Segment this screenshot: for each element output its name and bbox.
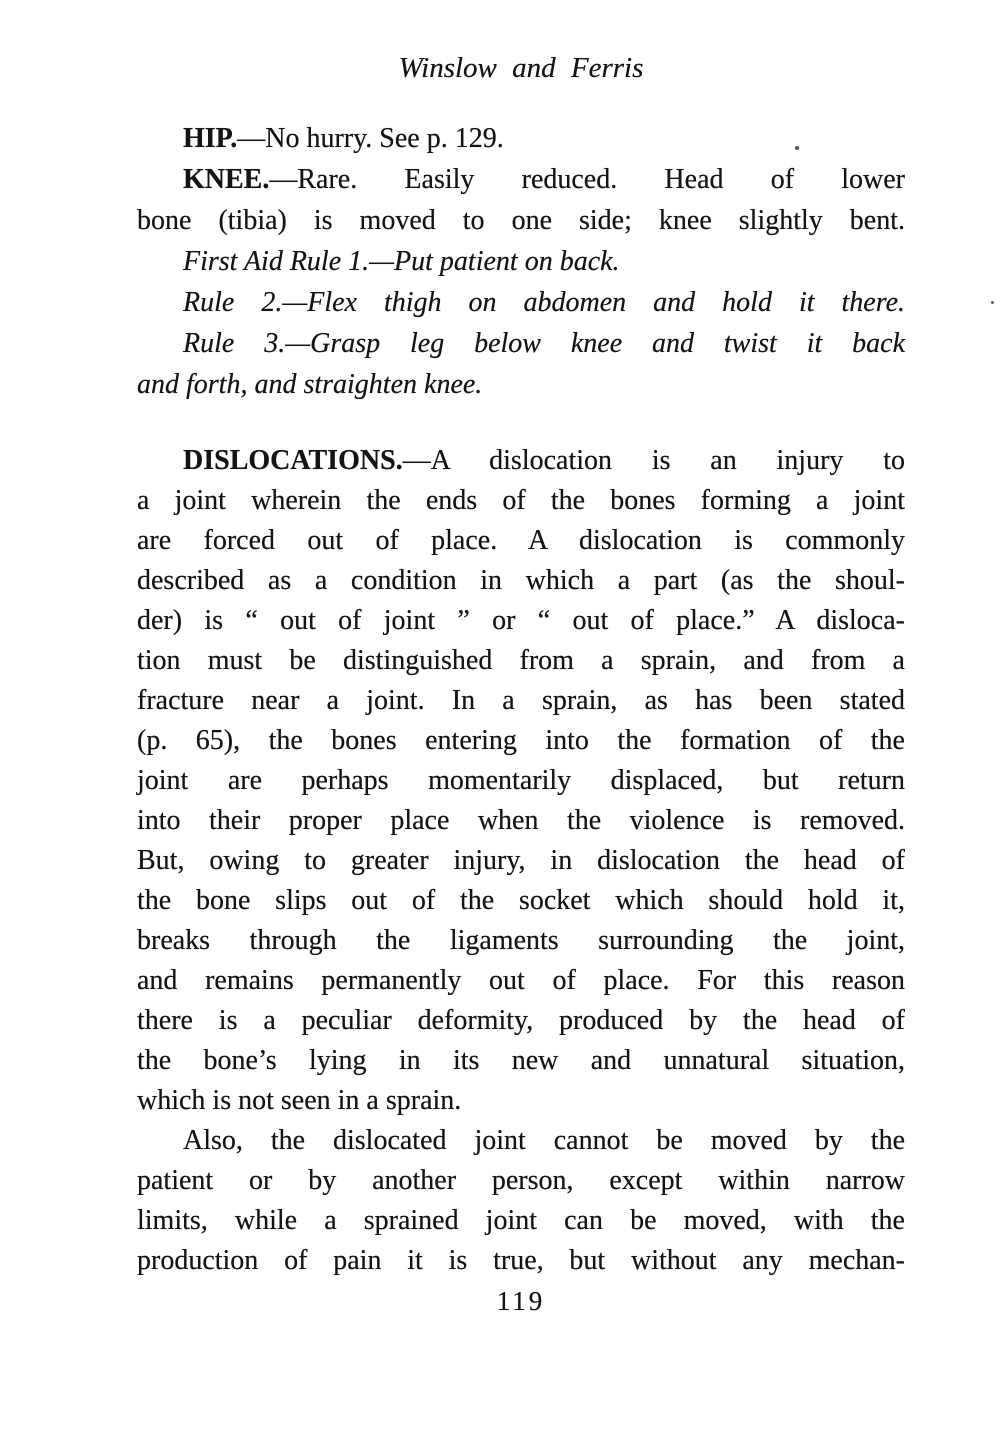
rule-2-line: Rule 2.—Flex thigh on abdomen and hold it there. [183,287,905,318]
also-line-4: production of pain it is true, but without any mechan- [137,1245,905,1276]
dislocations-line-16: the bone’s lying in its new and unnatural situation, [137,1045,905,1076]
also-line-2: patient or by another person, except within narrow [137,1165,905,1196]
dislocations-line-12: the bone slips out of the socket which should hold it, [137,885,905,916]
body-block [137,441,905,1281]
dislocations-line-17: which is not seen in a sprain. [137,1085,462,1116]
dislocations-line-6: tion must be distinguished from a sprain, and from a [137,645,905,676]
dislocations-line-1 [137,441,905,481]
dislocations-line-4: described as a condition in which a part (as the shoul- [137,565,905,596]
dislocations-term: DISLOCATIONS. [183,445,403,476]
dislocations-line-10: into their proper place when the violence is removed. [137,805,905,836]
also-line-3: limits, while a sprained joint can be moved, with the [137,1205,905,1236]
knee-text-1: —Rare. Easily reduced. Head of lower [269,164,905,195]
dislocations-line-14: and remains permanently out of place. For this reason [137,965,905,996]
scan-speck [795,146,799,150]
rule-3-line-1: Rule 3.—Grasp leg below knee and twist it back [183,328,905,359]
knee-term: KNEE. [183,164,270,195]
hip-text: —No hurry. See p. 129. [237,123,504,154]
dislocations-line-15: there is a peculiar deformity, produced by the head of [137,1005,905,1036]
running-head: Winslow and Ferris [398,52,644,84]
dislocations-line-9: joint are perhaps momentarily displaced, but return [137,765,905,796]
dislocations-line-3: are forced out of place. A dislocation is commonly [137,525,905,556]
page-number: 119 [496,1286,546,1316]
rule-3-line-2: and forth, and straighten knee. [137,369,483,400]
dislocations-line-2: a joint wherein the ends of the bones forming a joint [137,485,905,516]
dislocations-line-7: fracture near a joint. In a sprain, as has been stated [137,685,905,716]
rule-1-line: First Aid Rule 1.—Put patient on back. [183,246,620,277]
dislocations-line-11: But, owing to greater injury, in dislocation the head of [137,845,905,876]
hip-term: HIP. [183,123,238,154]
scan-speck [991,301,994,304]
entries-block [137,118,905,405]
knee-entry-line-1 [137,159,905,200]
dislocations-line-13: breaks through the ligaments surrounding the joint, [137,925,905,956]
hip-entry-line [137,118,905,159]
dislocations-line-8: (p. 65), the bones entering into the formation of the [137,725,905,756]
dislocations-text-1: —A dislocation is an injury to [402,445,905,476]
also-line-1: Also, the dislocated joint cannot be moved by the [183,1125,905,1156]
knee-entry-line-2: bone (tibia) is moved to one side; knee slightly bent. [137,205,905,236]
dislocations-line-5: der) is “ out of joint ” or “ out of place.” A disloca- [137,605,905,636]
